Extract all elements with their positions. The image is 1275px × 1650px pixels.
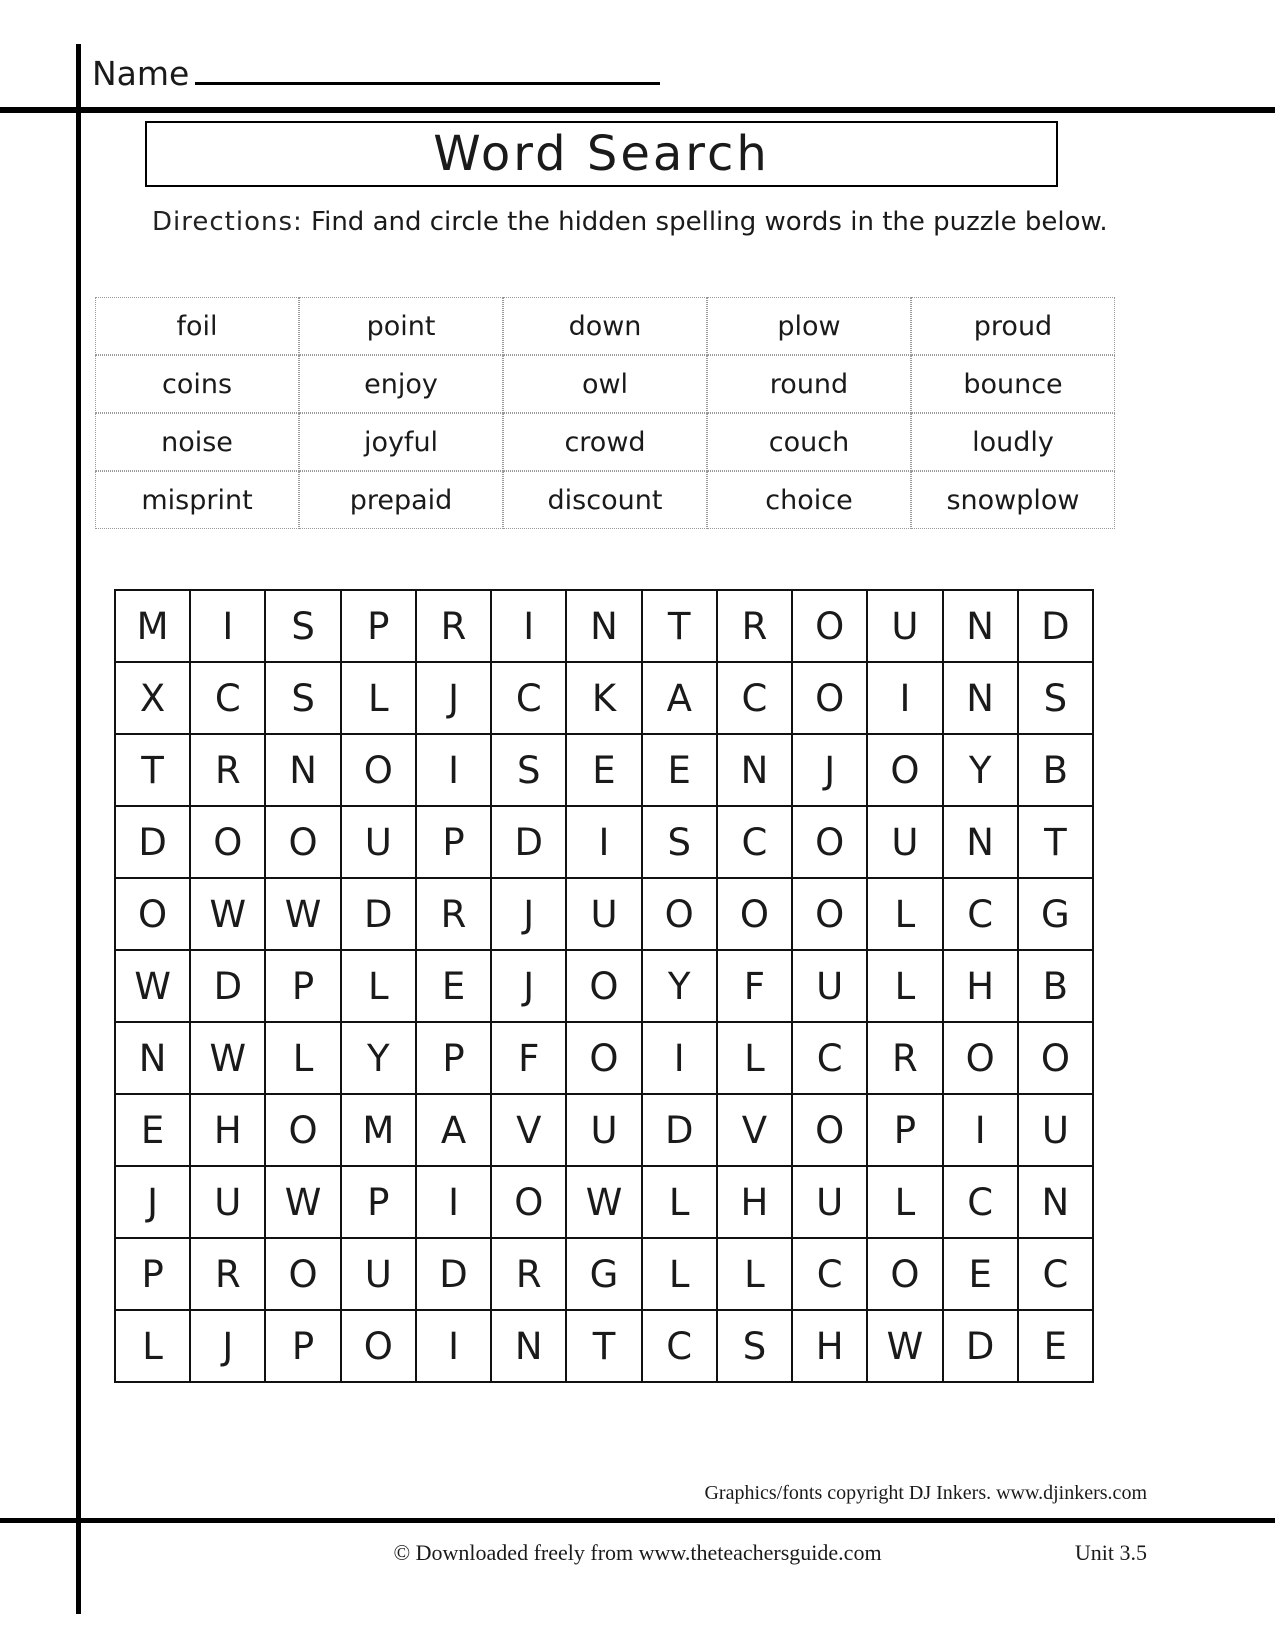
puzzle-cell: O: [792, 806, 867, 878]
puzzle-cell: O: [115, 878, 190, 950]
puzzle-cell: J: [491, 950, 566, 1022]
puzzle-cell: Y: [341, 1022, 416, 1094]
puzzle-cell: W: [867, 1310, 942, 1382]
puzzle-cell: O: [792, 590, 867, 662]
puzzle-cell: I: [416, 1166, 491, 1238]
puzzle-cell: U: [867, 806, 942, 878]
puzzle-cell: F: [717, 950, 792, 1022]
puzzle-cell: S: [717, 1310, 792, 1382]
puzzle-cell: E: [416, 950, 491, 1022]
puzzle-cell: R: [491, 1238, 566, 1310]
name-blank-line: [195, 46, 660, 85]
puzzle-cell: U: [566, 1094, 641, 1166]
puzzle-cell: H: [943, 950, 1018, 1022]
word-list-item: round: [707, 355, 911, 413]
puzzle-cell: H: [190, 1094, 265, 1166]
title-box: [145, 121, 1058, 187]
puzzle-cell: S: [642, 806, 717, 878]
word-list-item: choice: [707, 471, 911, 529]
puzzle-cell: R: [416, 878, 491, 950]
puzzle-cell: D: [943, 1310, 1018, 1382]
puzzle-cell: P: [416, 806, 491, 878]
puzzle-cell: C: [491, 662, 566, 734]
puzzle-cell: L: [717, 1022, 792, 1094]
word-list-item: discount: [503, 471, 707, 529]
word-list-item: enjoy: [299, 355, 503, 413]
puzzle-cell: O: [792, 662, 867, 734]
puzzle-cell: I: [416, 1310, 491, 1382]
puzzle-cell: T: [566, 1310, 641, 1382]
puzzle-cell: D: [416, 1238, 491, 1310]
puzzle-cell: U: [341, 1238, 416, 1310]
puzzle-cell: O: [717, 878, 792, 950]
puzzle-cell: M: [115, 590, 190, 662]
puzzle-cell: U: [341, 806, 416, 878]
puzzle-cell: C: [943, 1166, 1018, 1238]
word-list-item: joyful: [299, 413, 503, 471]
puzzle-cell: O: [341, 734, 416, 806]
puzzle-cell: S: [491, 734, 566, 806]
puzzle-cell: R: [717, 590, 792, 662]
puzzle-cell: P: [265, 950, 340, 1022]
puzzle-cell: T: [1018, 806, 1093, 878]
puzzle-cell: R: [416, 590, 491, 662]
puzzle-cell: O: [642, 878, 717, 950]
puzzle-cell: O: [265, 1094, 340, 1166]
directions-text: Find and circle the hidden spelling words in the puzzle below.: [302, 207, 1108, 237]
puzzle-cell: D: [1018, 590, 1093, 662]
puzzle-cell: C: [717, 806, 792, 878]
puzzle-cell: U: [792, 1166, 867, 1238]
word-list-item: crowd: [503, 413, 707, 471]
puzzle-cell: D: [642, 1094, 717, 1166]
puzzle-cell: P: [867, 1094, 942, 1166]
word-list-item: couch: [707, 413, 911, 471]
puzzle-cell: V: [717, 1094, 792, 1166]
puzzle-cell: I: [566, 806, 641, 878]
puzzle-cell: U: [1018, 1094, 1093, 1166]
puzzle-cell: Y: [943, 734, 1018, 806]
puzzle-cell: A: [642, 662, 717, 734]
puzzle-cell: U: [566, 878, 641, 950]
puzzle-cell: O: [491, 1166, 566, 1238]
puzzle-cell: D: [341, 878, 416, 950]
puzzle-cell: I: [416, 734, 491, 806]
puzzle-cell: N: [491, 1310, 566, 1382]
puzzle-cell: C: [792, 1022, 867, 1094]
puzzle-cell: S: [265, 662, 340, 734]
puzzle-cell: J: [190, 1310, 265, 1382]
puzzle-cell: N: [115, 1022, 190, 1094]
puzzle-cell: W: [265, 878, 340, 950]
puzzle-cell: O: [265, 806, 340, 878]
puzzle-cell: T: [115, 734, 190, 806]
puzzle-cell: L: [717, 1238, 792, 1310]
puzzle-cell: O: [265, 1238, 340, 1310]
puzzle-cell: I: [642, 1022, 717, 1094]
puzzle-cell: O: [867, 734, 942, 806]
word-list-item: prepaid: [299, 471, 503, 529]
puzzle-cell: J: [115, 1166, 190, 1238]
puzzle-cell: V: [491, 1094, 566, 1166]
directions-label: Directions:: [152, 207, 303, 237]
puzzle-cell: Y: [642, 950, 717, 1022]
puzzle-cell: D: [115, 806, 190, 878]
puzzle-cell: J: [416, 662, 491, 734]
puzzle-cell: O: [943, 1022, 1018, 1094]
word-list-item: owl: [503, 355, 707, 413]
puzzle-cell: E: [566, 734, 641, 806]
credits-line: Graphics/fonts copyright DJ Inkers. www.djinkers.com: [704, 1482, 1147, 1504]
left-margin-rule: [76, 44, 81, 1614]
puzzle-cell: L: [867, 878, 942, 950]
puzzle-cell: L: [867, 950, 942, 1022]
puzzle-cell: O: [1018, 1022, 1093, 1094]
puzzle-cell: L: [115, 1310, 190, 1382]
bottom-divider-rule: [0, 1518, 1275, 1523]
puzzle-cell: H: [792, 1310, 867, 1382]
word-list-item: point: [299, 297, 503, 355]
puzzle-cell: I: [491, 590, 566, 662]
puzzle-cell: O: [867, 1238, 942, 1310]
word-list-item: loudly: [911, 413, 1115, 471]
puzzle-cell: P: [115, 1238, 190, 1310]
puzzle-cell: R: [190, 734, 265, 806]
puzzle-cell: P: [341, 1166, 416, 1238]
directions: [152, 207, 1108, 237]
name-row: [92, 46, 660, 93]
puzzle-cell: L: [867, 1166, 942, 1238]
puzzle-cell: B: [1018, 950, 1093, 1022]
puzzle-cell: S: [265, 590, 340, 662]
word-list-item: plow: [707, 297, 911, 355]
puzzle-cell: C: [1018, 1238, 1093, 1310]
name-label: Name: [92, 54, 190, 93]
puzzle-cell: N: [943, 806, 1018, 878]
puzzle-cell: P: [341, 590, 416, 662]
puzzle-cell: C: [792, 1238, 867, 1310]
puzzle-cell: C: [642, 1310, 717, 1382]
puzzle-cell: O: [341, 1310, 416, 1382]
puzzle-cell: B: [1018, 734, 1093, 806]
word-list-item: foil: [95, 297, 299, 355]
puzzle-cell: U: [190, 1166, 265, 1238]
puzzle-cell: E: [943, 1238, 1018, 1310]
puzzle-cell: O: [792, 878, 867, 950]
puzzle-cell: G: [1018, 878, 1093, 950]
puzzle-cell: W: [265, 1166, 340, 1238]
puzzle-cell: N: [943, 662, 1018, 734]
puzzle-cell: I: [190, 590, 265, 662]
puzzle-cell: W: [566, 1166, 641, 1238]
puzzle-cell: J: [792, 734, 867, 806]
puzzle-grid: [114, 589, 1094, 1383]
puzzle-cell: N: [265, 734, 340, 806]
puzzle-cell: R: [867, 1022, 942, 1094]
puzzle-cell: W: [115, 950, 190, 1022]
word-list-item: proud: [911, 297, 1115, 355]
puzzle-cell: P: [265, 1310, 340, 1382]
puzzle-cell: L: [642, 1238, 717, 1310]
puzzle-cell: U: [792, 950, 867, 1022]
puzzle-cell: C: [190, 662, 265, 734]
puzzle-cell: D: [190, 950, 265, 1022]
puzzle-cell: L: [642, 1166, 717, 1238]
puzzle-cell: X: [115, 662, 190, 734]
puzzle-cell: W: [190, 1022, 265, 1094]
word-list-item: misprint: [95, 471, 299, 529]
word-list-item: coins: [95, 355, 299, 413]
footer-source: © Downloaded freely from www.theteachersguide.com: [393, 1540, 882, 1565]
puzzle-cell: N: [566, 590, 641, 662]
puzzle-cell: I: [867, 662, 942, 734]
puzzle-cell: I: [943, 1094, 1018, 1166]
puzzle-cell: F: [491, 1022, 566, 1094]
puzzle-cell: W: [190, 878, 265, 950]
puzzle-cell: E: [1018, 1310, 1093, 1382]
puzzle-cell: O: [190, 806, 265, 878]
word-list: [95, 297, 1115, 529]
puzzle-cell: K: [566, 662, 641, 734]
word-list-item: noise: [95, 413, 299, 471]
puzzle-cell: P: [416, 1022, 491, 1094]
puzzle-cell: E: [115, 1094, 190, 1166]
puzzle-cell: M: [341, 1094, 416, 1166]
puzzle-cell: R: [190, 1238, 265, 1310]
puzzle-cell: C: [717, 662, 792, 734]
puzzle-cell: E: [642, 734, 717, 806]
puzzle-cell: S: [1018, 662, 1093, 734]
puzzle-cell: C: [943, 878, 1018, 950]
puzzle-cell: J: [491, 878, 566, 950]
puzzle-cell: L: [341, 950, 416, 1022]
puzzle-cell: N: [1018, 1166, 1093, 1238]
puzzle-cell: N: [943, 590, 1018, 662]
puzzle-cell: L: [265, 1022, 340, 1094]
puzzle-cell: T: [642, 590, 717, 662]
puzzle-cell: O: [792, 1094, 867, 1166]
page-title: Word Search: [433, 126, 770, 182]
puzzle-cell: N: [717, 734, 792, 806]
puzzle-cell: L: [341, 662, 416, 734]
puzzle-cell: D: [491, 806, 566, 878]
puzzle-cell: O: [566, 1022, 641, 1094]
word-list-item: bounce: [911, 355, 1115, 413]
puzzle-cell: H: [717, 1166, 792, 1238]
footer-unit: Unit 3.5: [1074, 1540, 1147, 1565]
puzzle-cell: U: [867, 590, 942, 662]
puzzle-cell: O: [566, 950, 641, 1022]
word-list-item: down: [503, 297, 707, 355]
word-list-item: snowplow: [911, 471, 1115, 529]
puzzle-cell: A: [416, 1094, 491, 1166]
puzzle-cell: G: [566, 1238, 641, 1310]
top-divider-rule: [0, 107, 1275, 113]
